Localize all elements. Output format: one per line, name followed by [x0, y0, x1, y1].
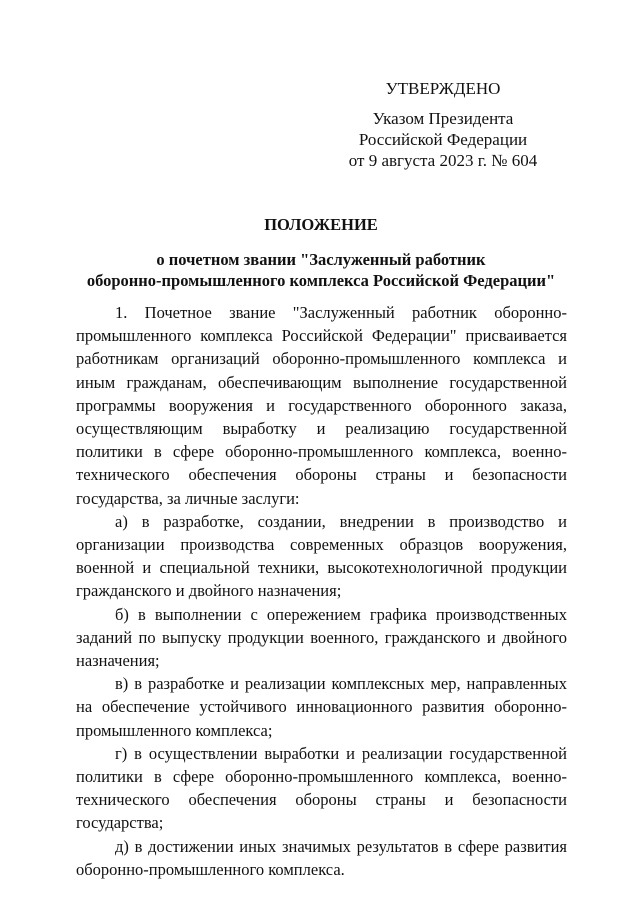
- paragraph-a: а) в разработке, создании, внедрении в производство и организации производства современных образцов вооружения, военной и специальной техники, высокотехнологичной продукции гражданского и двойного назначения;: [76, 511, 567, 601]
- document-body: [76, 301, 567, 881]
- paragraph-d: д) в достижении иных значимых результатов в сфере развития оборонно-промышленного комплекса.: [76, 836, 567, 879]
- document-subtitle-line: о почетном звании "Заслуженный работник: [156, 250, 486, 269]
- approval-stamp: [328, 78, 558, 171]
- approval-title: УТВЕРЖДЕНО: [385, 79, 501, 98]
- paragraph-v: в) в разработке и реализации комплексных мер, направленных на обеспечение устойчивого инновационного развития оборонно-промышленного комплекса;: [76, 674, 567, 740]
- approval-line: Указом Президента: [372, 109, 514, 128]
- paragraph-g: г) в осуществлении выработки и реализации государственной политики в сфере оборонно-промышленного комплекса, военно-технического обеспечения обороны страны и безопасности государства;: [76, 743, 567, 833]
- document-subtitle-line: оборонно-промышленного комплекса Российской Федерации": [86, 271, 556, 290]
- document-heading: [75, 214, 567, 291]
- approval-line: Российской Федерации: [358, 130, 528, 149]
- approval-date: от 9 августа 2023 г. № 604: [348, 151, 538, 170]
- document-title: ПОЛОЖЕНИЕ: [264, 215, 378, 234]
- paragraph-1: 1. Почетное звание "Заслуженный работник оборонно-промышленного комплекса Российской Федерации" присваивается работникам организаций оборонно-промышленного комплекса и иным гражданам, обеспечивающим выполнение государственной программы вооружения и государственного оборонного заказа, осуществляющим выработку и реализацию государственной политики в сфере оборонно-промышленного комплекса, военно-технического обеспечения обороны страны и безопасности государства, за личные заслуги:: [76, 303, 567, 508]
- paragraph-b: б) в выполнении с опережением графика производственных заданий по выпуску продукции военного, гражданского и двойного назначения;: [76, 604, 567, 671]
